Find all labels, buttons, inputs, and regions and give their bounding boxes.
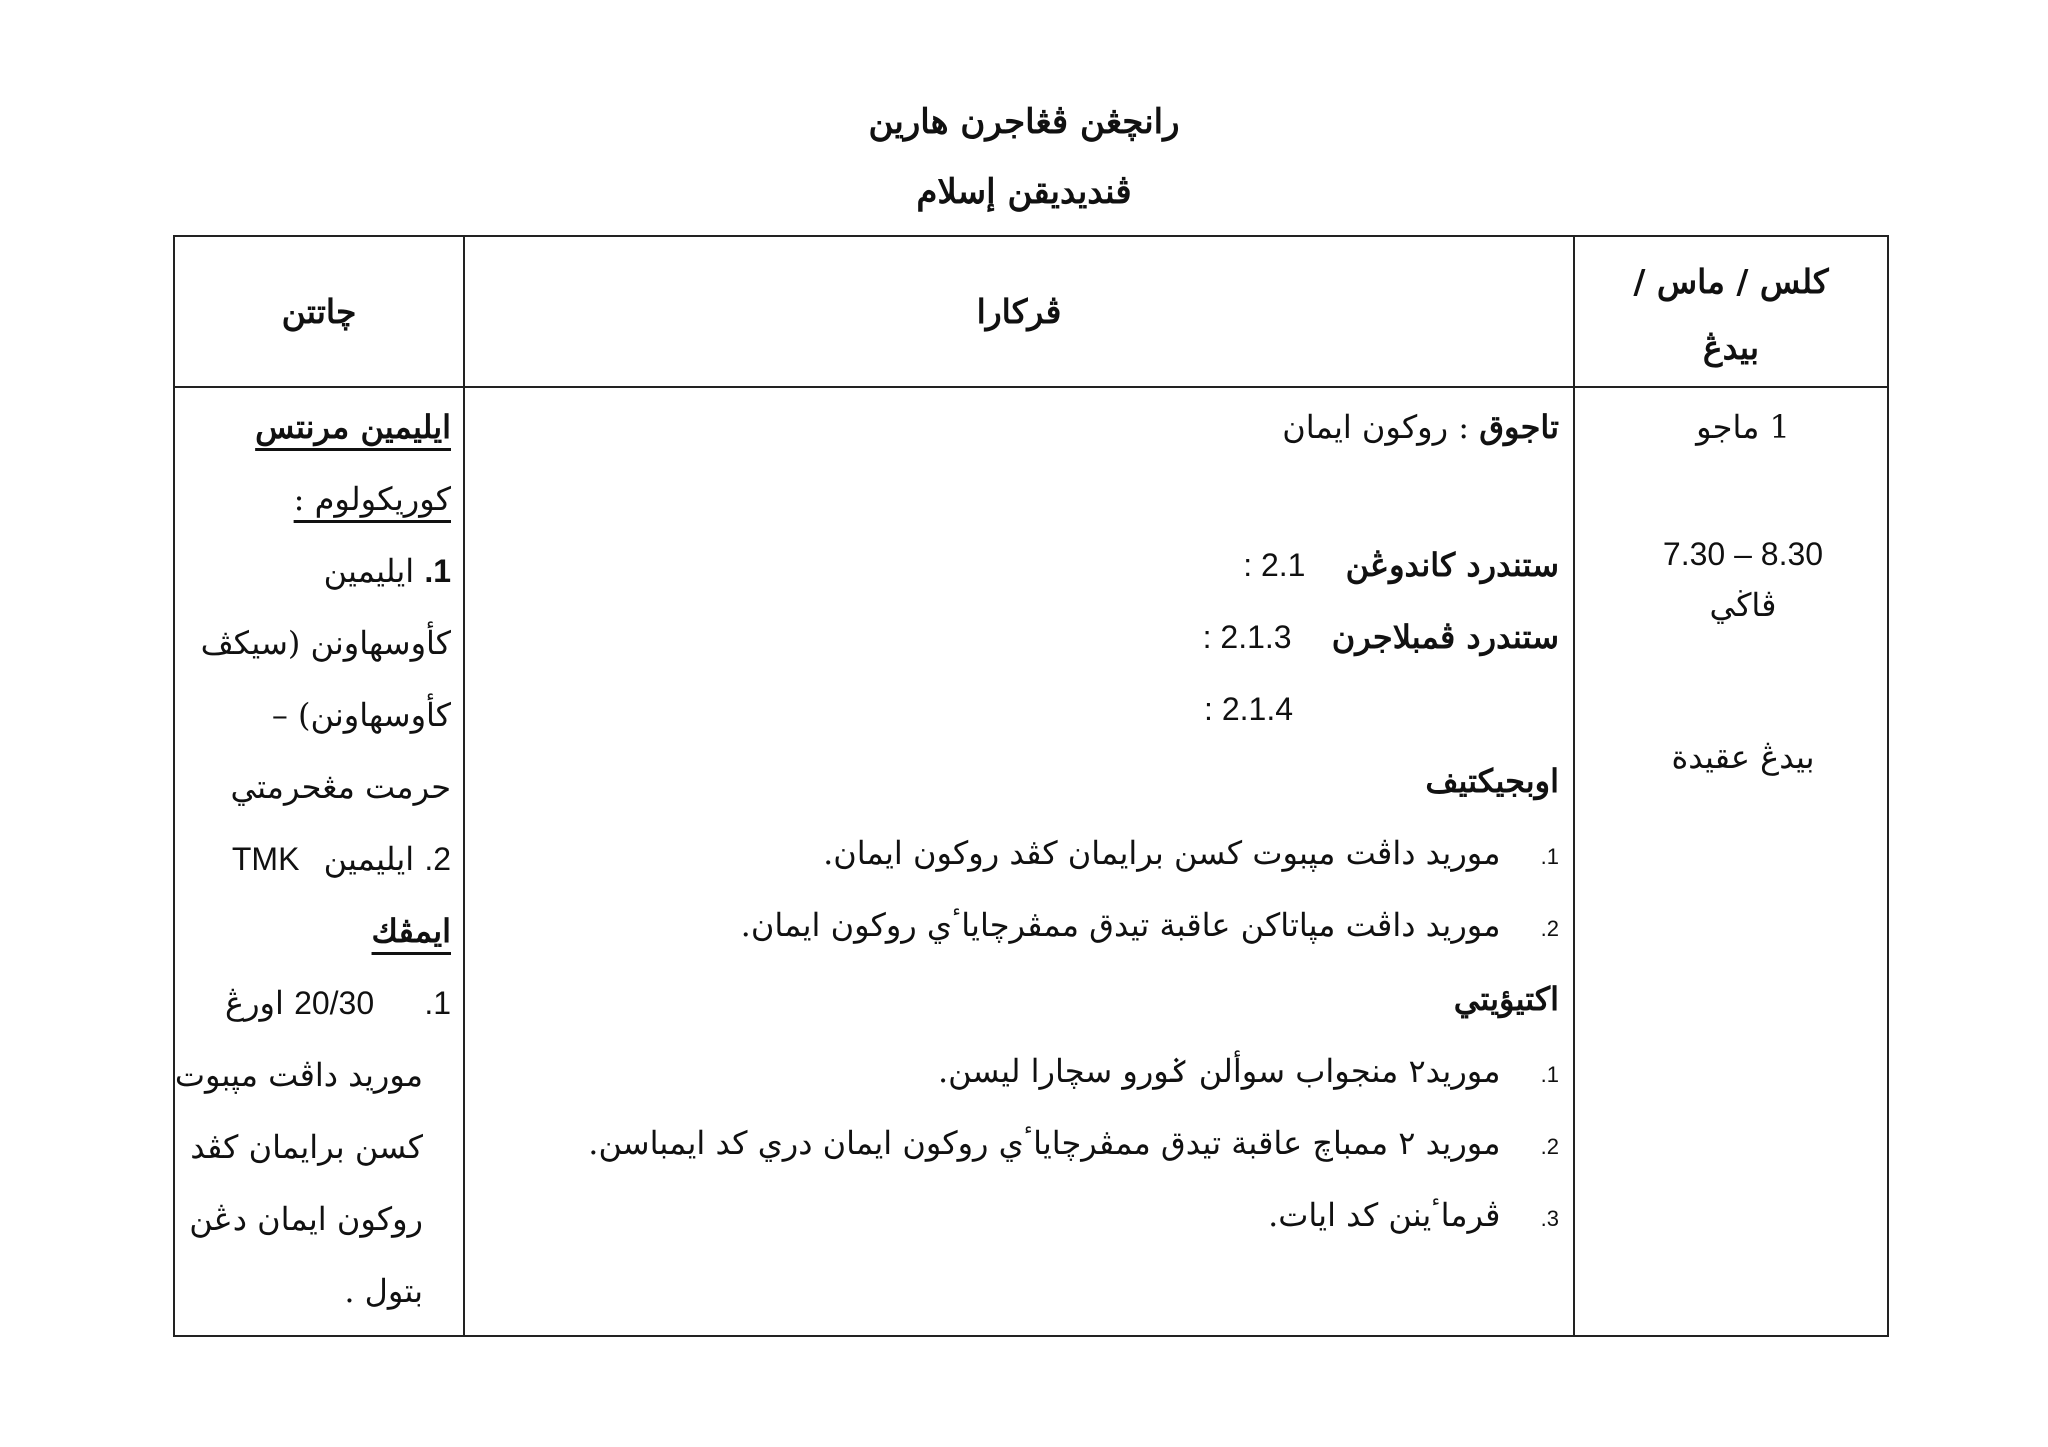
aktiviti-num: 1. [1540, 1062, 1559, 1087]
objektif-text: موريد داڤت مڽبوت كسن برايمان كڤد روكون ايمان. [823, 834, 1501, 872]
emk-heading-2: كوريكولوم : [293, 480, 451, 518]
impak-line5: بتول . [344, 1272, 423, 1310]
emk1-text: ايليمين [323, 552, 415, 590]
subject-title: ڤنديديقن إسلام [916, 172, 1132, 212]
aktiviti-text: موريد ٢ ممباچ عاقبة تيدق ممڤرچاياٴي روكون ايمان دري كد ايمباسن. [588, 1124, 1501, 1162]
aktiviti-num: 2. [1540, 1134, 1559, 1159]
aktiviti-num: 3. [1540, 1206, 1559, 1231]
emk2-tmk: TMK [231, 841, 300, 877]
catatan-cell [174, 387, 464, 1336]
tajuk-label: تاجوق [1479, 408, 1559, 446]
header-perkara: ڤركارا [464, 236, 1574, 387]
sp-line [1203, 618, 1559, 656]
aktiviti-item [588, 1124, 1559, 1162]
table-header-row [174, 236, 1888, 387]
lesson-plan-table [173, 235, 1889, 1337]
objektif-num: 2. [1540, 916, 1559, 941]
objektif-heading: اوبجيكتيف [1425, 762, 1559, 800]
sp-label: ستندرد ڤمبلاجرن [1331, 618, 1559, 656]
kelas-cell [1574, 387, 1888, 1336]
tajuk-value: روكون ايمان [1282, 408, 1449, 446]
impak-line [225, 984, 451, 1022]
impak-orang: اورڠ [225, 984, 284, 1022]
header-kelas [1574, 236, 1888, 387]
objektif-item [741, 906, 1559, 944]
impak-heading: ايمڤك [371, 912, 451, 950]
aktiviti-heading: اكتيؤيتي [1453, 980, 1559, 1018]
aktiviti-text: موريد٢ منجواب سوألن ݢورو سچارا ليسن. [938, 1052, 1501, 1090]
kelas-time: 7.30 – 8.30 [1662, 536, 1824, 572]
sp-value: : 2.1.3 [1202, 619, 1292, 655]
emk2-num: 2. [424, 841, 451, 877]
objektif-text: موريد داڤت مڽاتاكن عاقبة تيدق ممڤرچاياٴي روكون ايمان. [740, 906, 1501, 944]
sk-label: ستندرد كاندوڠن [1345, 546, 1559, 584]
aktiviti-item [938, 1052, 1559, 1090]
aktiviti-item [1268, 1196, 1559, 1234]
emk-heading-1: ايليمين مرنتس [255, 408, 451, 446]
kelas-pagi: ڤاڬي [1709, 586, 1777, 624]
sk-line [1243, 546, 1559, 584]
sp-line-2 [1204, 690, 1293, 728]
emk1-line2: كأوسهاونن (سيكڤ [200, 624, 451, 662]
impak-line2: موريد داڤت مڽبوت [174, 1056, 423, 1094]
impak-line4: روكون ايمان دڠن [189, 1200, 423, 1238]
tajuk-sep: : [1458, 408, 1470, 446]
objektif-item [823, 834, 1559, 872]
emk1-line4: حرمت مڠحرمتي [230, 768, 451, 806]
impak-count: 20/30 [294, 985, 375, 1021]
aktiviti-text: ڤرماٴينن كد ايات. [1268, 1196, 1501, 1234]
emk1-line [324, 552, 451, 590]
emk1-line3: كأوسهاونن) – [271, 696, 451, 734]
table-body-row [174, 387, 1888, 1336]
sp-value-2: : 2.1.4 [1204, 691, 1293, 727]
header-kelas-line2: بيدڠ [1702, 327, 1760, 367]
plan-title: رانچڠن ڤڠاجرن هارين [868, 102, 1180, 142]
sk-value: : 2.1 [1243, 547, 1306, 583]
emk2-text: ايليمين [323, 840, 415, 878]
objektif-num: 1. [1540, 844, 1559, 869]
impak-line3: كسن برايمان كڤد [190, 1128, 423, 1166]
header-kelas-line1: كلس / ماس / [1633, 261, 1829, 301]
header-catatan: چاتتن [174, 236, 464, 387]
perkara-cell [464, 387, 1574, 1336]
impak-num: 1. [424, 985, 451, 1021]
emk1-num: 1. [424, 553, 451, 589]
tajuk-line [1282, 408, 1559, 446]
kelas-name: 1 ماجو [1696, 408, 1790, 446]
kelas-bidang: بيدڠ عقيدة [1671, 738, 1815, 776]
emk2-line [232, 840, 451, 878]
